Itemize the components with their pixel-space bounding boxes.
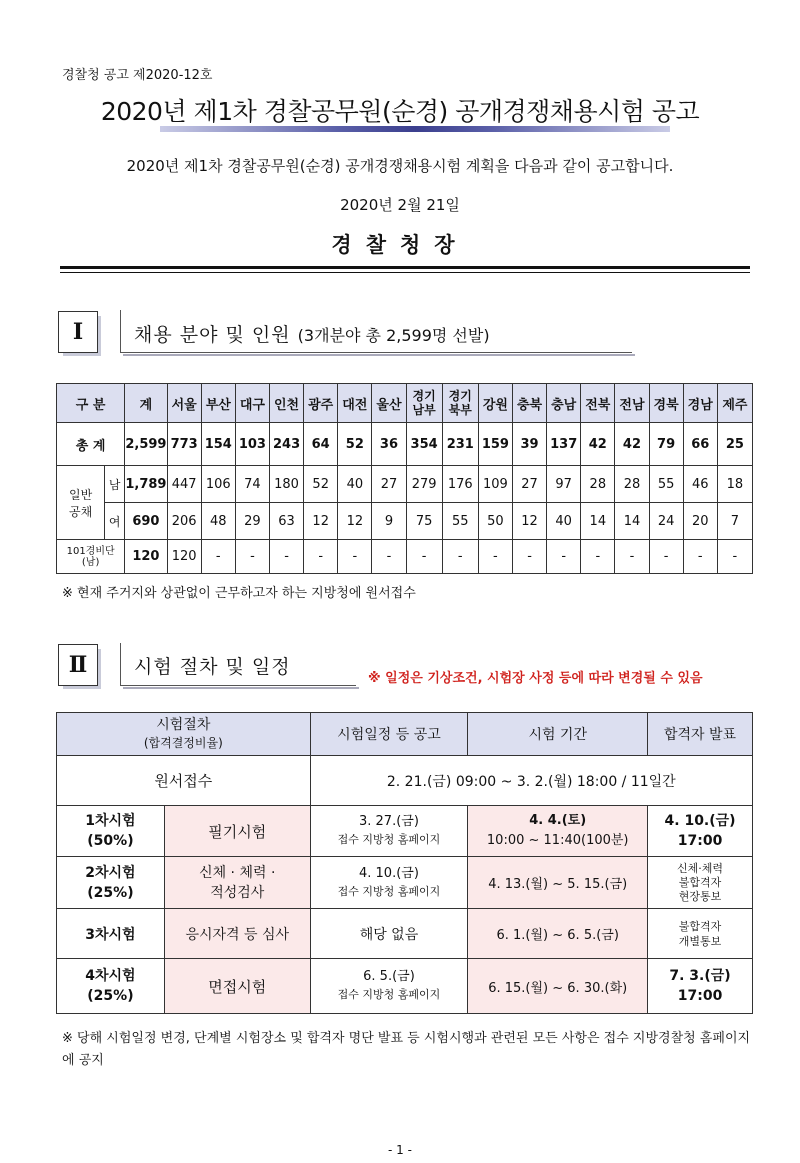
section1-subtitle: (3개분야 총 2,599명 선발)	[297, 326, 490, 345]
table-cell: 74	[235, 466, 269, 503]
table-cell: -	[235, 540, 269, 574]
col-header: 제주	[717, 384, 752, 423]
col-header: 부산	[201, 384, 235, 423]
table-cell: 7	[717, 503, 752, 540]
col-header: 울산	[372, 384, 406, 423]
col-header: 시험일정 등 공고	[310, 713, 468, 756]
table-cell: 243	[269, 423, 303, 466]
table-cell: 137	[547, 423, 581, 466]
table-cell: 75	[406, 503, 442, 540]
table-cell: -	[442, 540, 478, 574]
table-cell: 14	[615, 503, 649, 540]
table-cell: 1,789	[125, 466, 167, 503]
stage-result: 신체·체력 불합격자 현장통보	[648, 857, 753, 909]
table-cell: 231	[442, 423, 478, 466]
table-cell: -	[512, 540, 546, 574]
table-cell: 354	[406, 423, 442, 466]
section2-note: ※ 당해 시험일정 변경, 단계별 시험장소 및 합격자 명단 발표 등 시험시행과 관련된 모든 사항은 접수 지방경찰청 홈페이지에 공지	[62, 1031, 751, 1068]
stage-period: 4. 4.(토) 10:00 ~ 11:40(100분)	[468, 806, 648, 857]
col-header: 시험 기간	[468, 713, 648, 756]
table-cell: 9	[372, 503, 406, 540]
notice-number: 경찰청 공고 제2020-12호	[62, 68, 213, 83]
stage-period: 4. 13.(월) ~ 5. 15.(금)	[468, 857, 648, 909]
table-cell: 55	[442, 503, 478, 540]
page-title: 2020년 제1차 경찰공무원(순경) 공개경쟁채용시험 공고	[100, 97, 700, 126]
col-header: 경남	[683, 384, 717, 423]
stage-label: 3차시험	[57, 909, 165, 959]
table-cell: 40	[547, 503, 581, 540]
col-header: 경기 남부	[406, 384, 442, 423]
table-cell: 690	[125, 503, 167, 540]
table-cell: -	[269, 540, 303, 574]
table-cell: 97	[547, 466, 581, 503]
table-cell: 28	[615, 466, 649, 503]
title-underline-bar	[160, 126, 670, 132]
table-cell: 773	[167, 423, 201, 466]
section2-underline-shadow	[123, 687, 359, 689]
table-cell: 55	[649, 466, 683, 503]
table-cell: -	[717, 540, 752, 574]
table-cell: 2,599	[125, 423, 167, 466]
section2-red-note: ※ 일정은 기상조건, 시험장 사정 등에 따라 변경될 수 있음	[368, 671, 703, 686]
stage-name: 필기시험	[164, 806, 310, 857]
table-cell: 28	[581, 466, 615, 503]
table-header-row	[57, 384, 753, 423]
table-row-apply	[57, 756, 753, 806]
stage-label: 4차시험 (25%)	[57, 959, 165, 1014]
table-cell: 18	[717, 466, 752, 503]
stage-notice: 해당 없음	[310, 909, 468, 959]
table-row-special	[57, 540, 753, 574]
section2-title: 시험 절차 및 일정	[134, 656, 291, 678]
table-cell: 180	[269, 466, 303, 503]
table-cell: 42	[615, 423, 649, 466]
table-cell: 27	[372, 466, 406, 503]
stage-notice: 3. 27.(금) 접수 지방청 홈페이지	[310, 806, 468, 857]
table-cell: 46	[683, 466, 717, 503]
table-row-stage3	[57, 909, 753, 959]
section1-note: ※ 현재 주거지와 상관없이 근무하고자 하는 지방청에 원서접수	[62, 586, 416, 601]
table-cell: 63	[269, 503, 303, 540]
table-cell: 79	[649, 423, 683, 466]
table-cell: 29	[235, 503, 269, 540]
table-cell: 159	[478, 423, 512, 466]
table-cell: 447	[167, 466, 201, 503]
stage-result: 7. 3.(금) 17:00	[648, 959, 753, 1014]
table-cell: 12	[338, 503, 372, 540]
table-cell: 154	[201, 423, 235, 466]
col-header: 충북	[512, 384, 546, 423]
col-header: 전남	[615, 384, 649, 423]
table-row-total	[57, 423, 753, 466]
row-label: 101경비단 (남)	[57, 540, 125, 574]
stage-label: 1차시험 (50%)	[57, 806, 165, 857]
stage-label: 2차시험 (25%)	[57, 857, 165, 909]
table-cell: -	[683, 540, 717, 574]
table-row-stage2	[57, 857, 753, 909]
table-cell: 39	[512, 423, 546, 466]
col-header: 계	[125, 384, 167, 423]
recruitment-table	[56, 383, 753, 574]
section1-heading	[134, 320, 490, 347]
section2-underline	[120, 685, 356, 686]
table-cell: 12	[304, 503, 338, 540]
table-cell: 14	[581, 503, 615, 540]
row-label: 원서접수	[57, 756, 311, 806]
page-number: - 1 -	[388, 1143, 412, 1157]
table-cell: -	[478, 540, 512, 574]
stage-name: 면접시험	[164, 959, 310, 1014]
section1-numeral: Ⅰ	[58, 311, 98, 353]
table-cell: 176	[442, 466, 478, 503]
table-cell: 20	[683, 503, 717, 540]
section1-underline-shadow	[123, 354, 635, 356]
col-header: 시험절차 (합격결정비율)	[57, 713, 311, 756]
table-cell: 52	[338, 423, 372, 466]
stage-notice: 4. 10.(금) 접수 지방청 홈페이지	[310, 857, 468, 909]
table-cell: 103	[235, 423, 269, 466]
table-cell: 66	[683, 423, 717, 466]
section2-numeral: Ⅱ	[58, 644, 98, 686]
table-cell: 106	[201, 466, 235, 503]
notice-date: 2020년 2월 21일	[340, 196, 460, 214]
col-header: 충남	[547, 384, 581, 423]
table-cell: -	[547, 540, 581, 574]
table-cell: 48	[201, 503, 235, 540]
row-label: 일반 공채	[57, 466, 105, 540]
table-cell: 50	[478, 503, 512, 540]
col-header: 인천	[269, 384, 303, 423]
stage-period: 6. 1.(월) ~ 6. 5.(금)	[468, 909, 648, 959]
table-cell: 206	[167, 503, 201, 540]
table-cell: 120	[125, 540, 167, 574]
section1-title: 채용 분야 및 인원	[134, 324, 291, 346]
table-cell: -	[372, 540, 406, 574]
table-cell: -	[649, 540, 683, 574]
table-cell: -	[201, 540, 235, 574]
table-row-stage4	[57, 959, 753, 1014]
section1-underline	[120, 352, 632, 353]
table-cell: 52	[304, 466, 338, 503]
section2-left-rule	[120, 643, 121, 685]
table-cell: -	[581, 540, 615, 574]
col-header: 전북	[581, 384, 615, 423]
table-cell: -	[304, 540, 338, 574]
intro-text: 2020년 제1차 경찰공무원(순경) 공개경쟁채용시험 계획을 다음과 같이 공고합니다.	[126, 157, 674, 175]
table-cell: -	[406, 540, 442, 574]
table-cell: 109	[478, 466, 512, 503]
schedule-table	[56, 712, 753, 1014]
col-header: 구 분	[57, 384, 125, 423]
col-header: 강원	[478, 384, 512, 423]
col-header: 대구	[235, 384, 269, 423]
signer: 경찰청장	[331, 233, 469, 257]
row-sublabel: 남	[105, 466, 125, 503]
stage-period: 6. 15.(월) ~ 6. 30.(화)	[468, 959, 648, 1014]
table-cell: 120	[167, 540, 201, 574]
col-header: 광주	[304, 384, 338, 423]
table-cell: -	[615, 540, 649, 574]
table-cell: 25	[717, 423, 752, 466]
table-cell: 64	[304, 423, 338, 466]
row-sublabel: 여	[105, 503, 125, 540]
stage-result: 불합격자 개별통보	[648, 909, 753, 959]
apply-period: 2. 21.(금) 09:00 ~ 3. 2.(월) 18:00 / 11일간	[310, 756, 752, 806]
stage-result: 4. 10.(금) 17:00	[648, 806, 753, 857]
table-cell: -	[338, 540, 372, 574]
row-label: 총 계	[57, 423, 125, 466]
col-header: 합격자 발표	[648, 713, 753, 756]
stage-notice: 6. 5.(금) 접수 지방청 홈페이지	[310, 959, 468, 1014]
table-row-male	[57, 466, 753, 503]
col-header: 경기 북부	[442, 384, 478, 423]
table-cell: 40	[338, 466, 372, 503]
table-cell: 42	[581, 423, 615, 466]
schedule-header-row	[57, 713, 753, 756]
stage-name: 응시자격 등 심사	[164, 909, 310, 959]
table-cell: 36	[372, 423, 406, 466]
col-header: 대전	[338, 384, 372, 423]
table-cell: 12	[512, 503, 546, 540]
header-divider	[60, 266, 750, 273]
col-header: 경북	[649, 384, 683, 423]
table-cell: 24	[649, 503, 683, 540]
table-cell: 279	[406, 466, 442, 503]
table-row-female	[57, 503, 753, 540]
table-cell: 27	[512, 466, 546, 503]
stage-name: 신체 · 체력 · 적성검사	[164, 857, 310, 909]
table-row-stage1	[57, 806, 753, 857]
section1-left-rule	[120, 310, 121, 352]
col-header: 서울	[167, 384, 201, 423]
